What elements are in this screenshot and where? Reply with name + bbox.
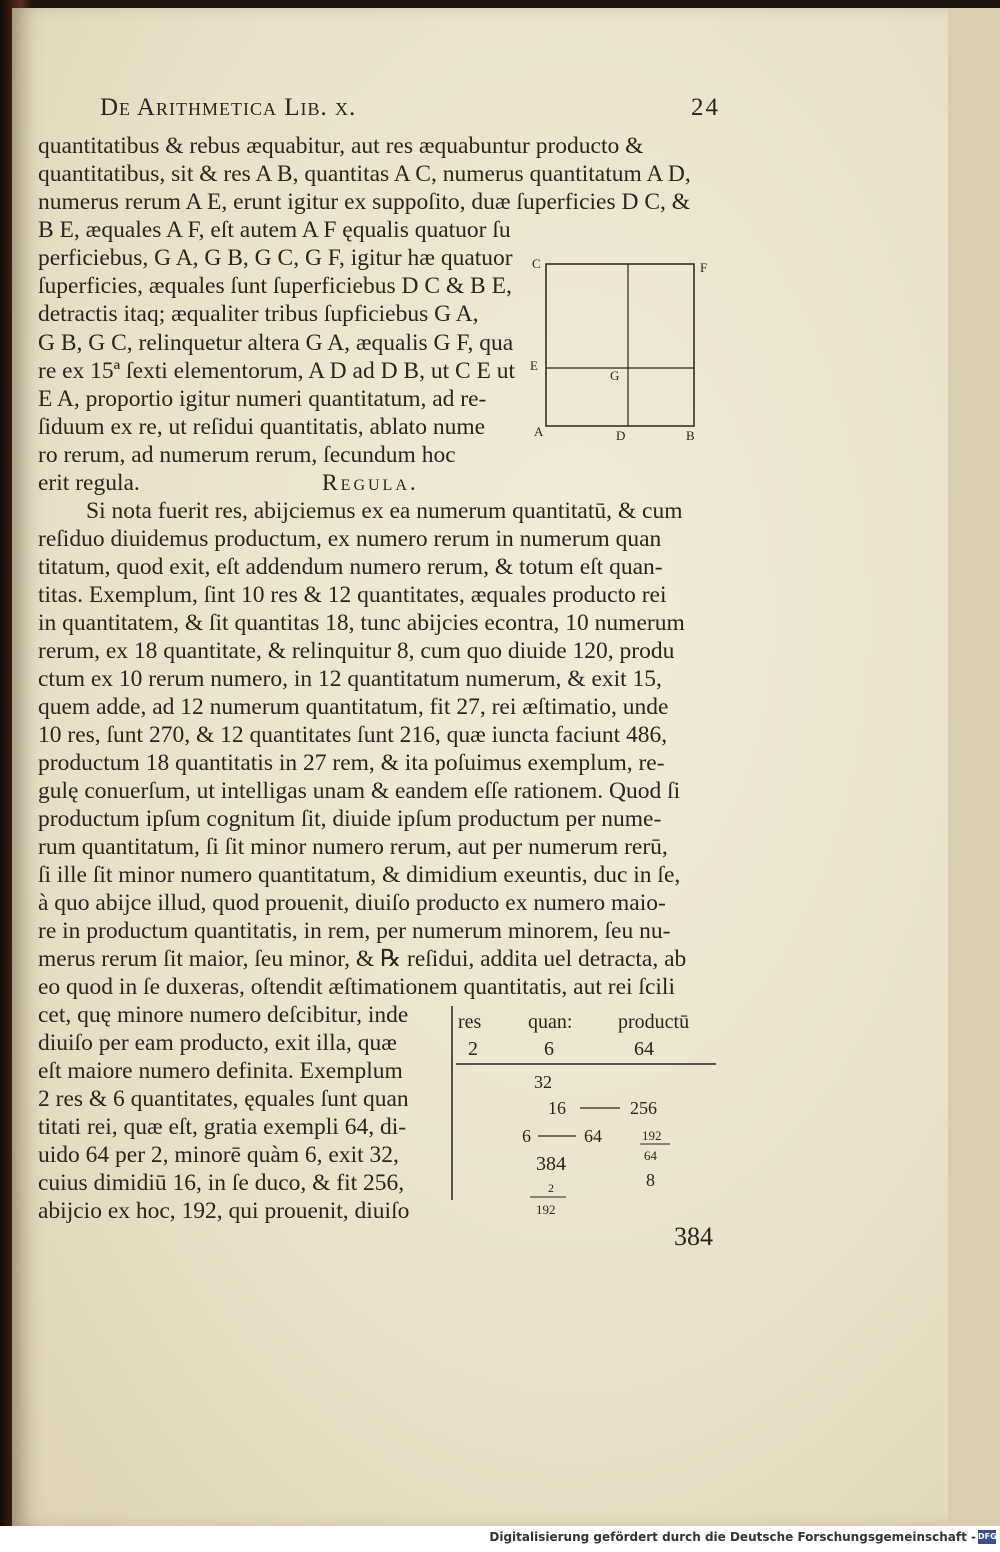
text-line: 10 res, ſunt 270, & 12 quantitates ſunt 216, quæ iuncta faciunt 486, <box>38 722 668 748</box>
text-line: eo quod in ſe duxeras, oſtendit æſtimationem quantitatis, aut rei ſcili <box>38 974 675 1000</box>
page-edge <box>948 8 1000 1526</box>
text-line: rerum, ex 18 quantitate, & relinquitur 8, cum quo diuide 120, produ <box>38 638 675 664</box>
label-a: A <box>534 424 544 439</box>
text-line: productum 18 quantitatis in 27 rem, & ita poſuimus exemplum, re- <box>38 750 665 776</box>
row-quan: 6 <box>544 1038 554 1060</box>
calc-192-small: 192 <box>642 1128 662 1143</box>
text-line: diuiſo per eam producto, exit illa, quæ <box>38 1030 397 1056</box>
text-line: à quo abijce illud, quod prouenit, diuiſo producto ex numero maio- <box>38 890 666 916</box>
text-line: numerus rerum A E, erunt igitur ex suppoſito, duæ ſuperficies D C, & <box>38 189 691 215</box>
text-line: re ex 15ª ſexti elementorum, A D ad D B, ut C E ut <box>38 358 516 384</box>
text-line: titati rei, quæ eſt, gratia exempli 64, di- <box>38 1114 407 1140</box>
calc-64-small: 64 <box>644 1148 657 1163</box>
text-line: detractis itaq; æqualiter tribus ſupficiebus G A, <box>38 301 479 327</box>
calc-384: 384 <box>536 1153 566 1175</box>
text-line: cet, quę minore numero deſcibitur, inde <box>38 1002 409 1028</box>
text-line: titatum, quod exit, eſt addendum numero rerum, & totum eſt quan- <box>38 554 663 580</box>
calc-192-bottom: 192 <box>536 1202 556 1217</box>
text-line: in quantitatem, & ſit quantitas 18, tunc abijcies econtra, 10 numerum <box>38 610 685 636</box>
calc-256: 256 <box>630 1098 657 1118</box>
calc-8: 8 <box>646 1170 655 1190</box>
text-line: quantitatibus & rebus æquabitur, aut res æquabuntur producto & <box>38 133 644 159</box>
text-line: quantitatibus, sit & res A B, quantitas A C, numerus quantitatum A D, <box>38 161 691 187</box>
calc-16: 16 <box>548 1098 566 1118</box>
label-f: F <box>700 260 708 275</box>
text-line: G B, G C, relinquetur altera G A, æqualis G F, qua <box>38 330 514 356</box>
text-line: productum ipſum cognitum ſit, diuide ipſum productum per nume- <box>38 806 662 832</box>
text-line: B E, æquales A F, eſt autem A F ęqualis quatuor ſu <box>38 217 511 243</box>
calculation-table <box>448 1000 728 1230</box>
regula-heading: Regula. <box>322 470 419 496</box>
footer-credit: Digitalisierung gefördert durch die Deutsche Forschungsgemeinschaft - <box>489 1530 976 1544</box>
text-line: uido 64 per 2, minorē quàm 6, exit 32, <box>38 1142 399 1168</box>
text-line: quem adde, ad 12 numerum quantitatum, fit 27, rei æſtimatio, unde <box>38 694 669 720</box>
label-g: G <box>610 368 620 383</box>
label-e: E <box>530 358 538 373</box>
text-line: merus rerum ſit maior, ſeu minor, & ℞ reſidui, addita uel detracta, ab <box>38 946 687 972</box>
text-line: 2 res & 6 quantitates, ęquales ſunt quan <box>38 1086 409 1112</box>
calc-64: 64 <box>584 1126 602 1146</box>
dfg-logo: DFG <box>978 1530 996 1544</box>
header-quan: quan: <box>528 1011 573 1033</box>
header-res: res <box>458 1011 482 1033</box>
marginal-number: 384 <box>674 1222 713 1251</box>
calc-2-small: 2 <box>548 1181 554 1195</box>
text-line: reſiduo diuidemus productum, ex numero rerum in numerum quan <box>38 526 662 552</box>
text-line: ſi ille ſit minor numero quantitatum, & dimidium exeuntis, duc in ſe, <box>38 862 681 888</box>
text-line: E A, proportio igitur numeri quantitatum, ad re- <box>38 386 487 412</box>
text-line: titas. Exemplum, ſint 10 res & 12 quantitates, æquales producto rei <box>38 582 667 608</box>
text-line: cuius dimidiū 16, in ſe duco, & fit 256, <box>38 1170 405 1196</box>
row-productu: 64 <box>634 1038 654 1060</box>
text-line: rum quantitatum, ſi ſit minor numero rerum, aut per numerum rerū, <box>38 834 668 860</box>
text-line: erit regula. <box>38 470 140 496</box>
running-head-title: De Arithmetica Lib. x. <box>100 94 357 121</box>
text-line: abijcio ex hoc, 192, qui prouenit, diuiſo <box>38 1198 410 1224</box>
running-head <box>100 94 720 128</box>
calc-32: 32 <box>534 1072 552 1092</box>
label-d: D <box>616 428 626 443</box>
geometry-diagram <box>528 252 718 444</box>
label-c: C <box>532 256 541 271</box>
text-line: gulę conuerſum, ut intelligas unam & eandem eſſe rationem. Quod ſi <box>38 778 681 804</box>
label-b: B <box>686 428 695 443</box>
header-productu: productū <box>618 1011 690 1033</box>
calc-6: 6 <box>522 1126 531 1146</box>
text-line: ro rerum, ad numerum rerum, ſecundum hoc <box>38 442 456 468</box>
page-number: 24 <box>691 94 720 121</box>
text-line: ſuperficies, æquales ſunt ſuperficiebus D C & B E, <box>38 273 512 299</box>
outer-rectangle <box>546 264 694 426</box>
text-line: perficiebus, G A, G B, G C, G F, igitur hæ quatuor <box>38 245 513 271</box>
text-line: re in productum quantitatis, in rem, per numerum minorem, ſeu nu- <box>38 918 671 944</box>
text-line: ſiduum ex re, ut reſidui quantitatis, ablato nume <box>38 414 486 440</box>
text-line: ctum ex 10 rerum numero, in 12 quantitatum numerum, & exit 15, <box>38 666 662 692</box>
text-line: eſt maiore numero definita. Exemplum <box>38 1058 403 1084</box>
row-res: 2 <box>468 1038 478 1060</box>
text-line: Si nota fuerit res, abijciemus ex ea numerum quantitatū, & cum <box>86 498 683 524</box>
